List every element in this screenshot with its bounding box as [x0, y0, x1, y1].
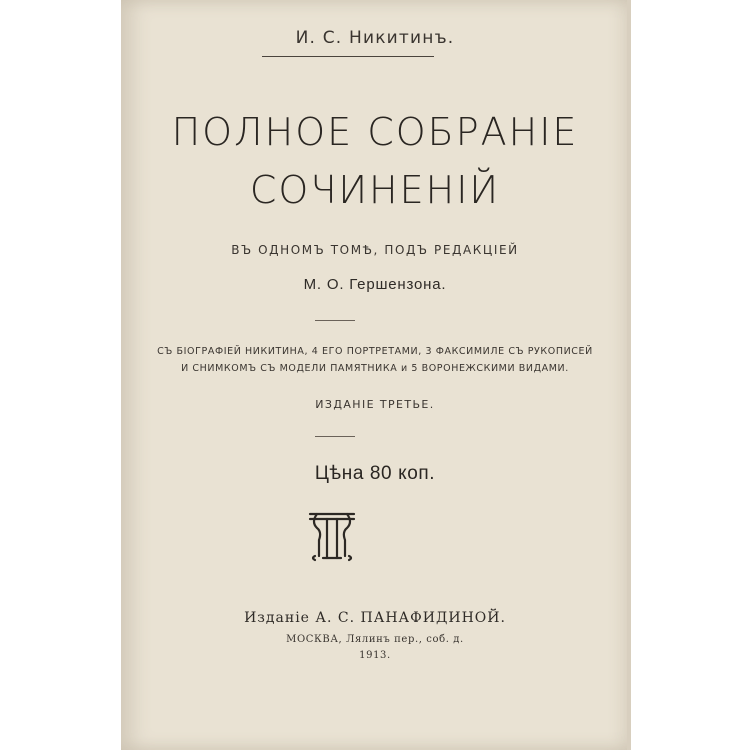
author-name: И. С. Никитинъ.	[295, 28, 455, 48]
edition-label: ИЗДАНІЕ ТРЕТЬЕ.	[315, 398, 435, 411]
title-line-2: СОЧИНЕНІЙ	[249, 168, 501, 212]
author-underline	[262, 56, 434, 57]
publication-year: 1913.	[359, 650, 391, 661]
biography-line-1: СЪ БІОГРАФІЕЙ НИКИТИНА, 4 ЕГО ПОРТРЕТАМИ, 3 ФАКСИМИЛЕ СЪ РУКОПИСЕЙ	[157, 346, 593, 357]
price-label: Цѣна 80 коп.	[314, 463, 436, 484]
divider-2	[315, 436, 355, 437]
page-edge	[627, 0, 631, 750]
art-nouveau-vignette-icon	[307, 510, 357, 562]
biography-line-2: И СНИМКОМЪ СЪ МОДЕЛИ ПАМЯТНИКА и 5 ВОРОНЕЖСКИМИ ВИДАМИ.	[181, 363, 569, 374]
publisher-address: МОСКВА, Лялинъ пер., соб. д.	[286, 634, 464, 645]
editor-name: М. О. Гершензона.	[303, 276, 447, 293]
publisher-name: Изданіе А. С. ПАНАФИДИНОЙ.	[244, 610, 506, 626]
divider-1	[315, 320, 355, 321]
title-line-1: ПОЛНОЕ СОБРАНІЕ	[171, 110, 579, 154]
subtitle: ВЪ ОДНОМЪ ТОМѢ, ПОДЪ РЕДАКЦІЕЙ	[231, 243, 519, 257]
title-page	[121, 0, 629, 750]
